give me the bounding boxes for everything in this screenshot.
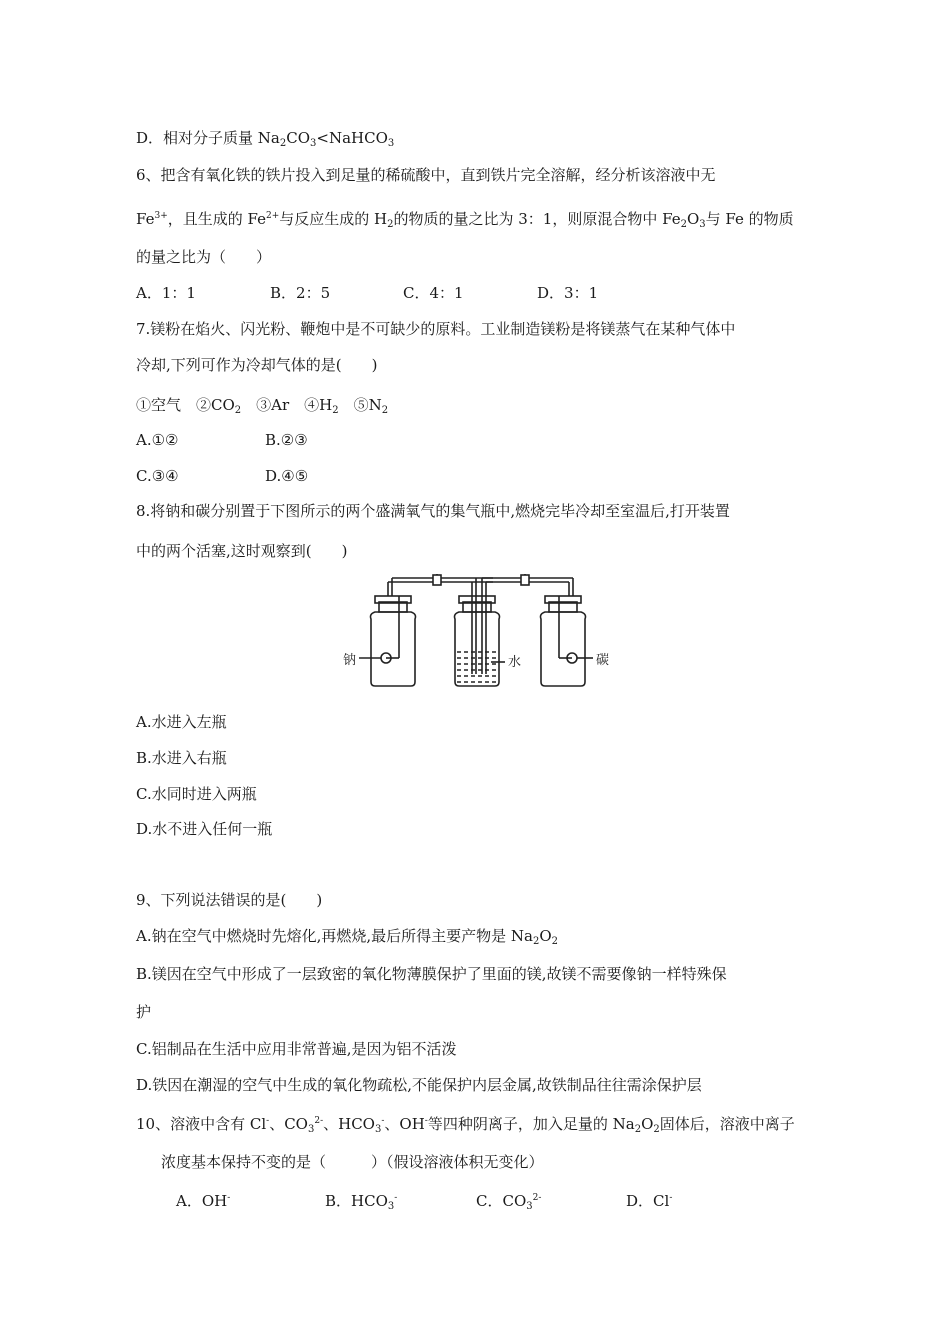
q8-option-b: B.水进入右瓶 <box>136 749 227 767</box>
q7-option-b: B.②③ <box>265 431 308 449</box>
q6-option-c: C．4：1 <box>403 284 464 302</box>
q7-option-d: D.④⑤ <box>265 467 309 485</box>
q6-option-a: A．1：1 <box>136 284 196 302</box>
q8-stem-line1: 8.将钠和碳分别置于下图所示的两个盛满氧气的集气瓶中,燃烧完毕冷却至室温后,打开装置 <box>136 502 730 520</box>
left-gas-jar <box>371 578 438 686</box>
q6-option-d: D．3：1 <box>537 284 599 302</box>
q10-option-c: C．$CO_3^{2-}$ <box>476 1192 542 1212</box>
q6-option-b: B．2：5 <box>270 284 331 302</box>
q10-stem-line2: 浓度基本保持不变的是（ ）（假设溶液体积无变化） <box>161 1153 544 1171</box>
q7-option-c: C.③④ <box>136 467 179 485</box>
q10-option-b: B．$HCO_3^-$ <box>325 1192 398 1212</box>
right-stopcock <box>482 574 573 585</box>
q8-stem-line2: 中的两个活塞,这时观察到( ) <box>136 542 348 560</box>
q7-option-a: A.①② <box>136 431 179 449</box>
left-stopcock <box>433 574 493 585</box>
right-gas-jar <box>541 578 594 686</box>
q5-option-d: D．相对分子质量 $Na_2CO_3<NaHCO_3$ <box>136 129 395 149</box>
q8-option-a: A.水进入左瓶 <box>136 713 227 731</box>
q9-option-d: D.铁因在潮湿的空气中生成的氧化物疏松,不能保护内层金属,故铁制品往往需涂保护层 <box>136 1076 702 1094</box>
middle-water-jar <box>455 578 506 686</box>
label-water: 水 <box>508 655 522 670</box>
q9-option-c: C.铝制品在生活中应用非常普遍,是因为铝不活泼 <box>136 1040 457 1058</box>
q10-option-a: A．OH- <box>176 1192 231 1210</box>
q6-stem-line2: $Fe^{3+}$，且生成的 $Fe^{2+}$与反应生成的 $H_2$的物质的量之比为 3：1，则原混合物中 $Fe_2O_3$与 Fe 的物质 <box>136 210 794 230</box>
q10-stem-line1: 10、溶液中含有 Cl-、$CO_3^{2-}$、$HCO_3^-$、OH-等四种阴离子，加入足量的 $Na_2O_2$固体后，溶液中离子 <box>136 1115 795 1135</box>
gas-jar-apparatus-diagram <box>333 574 623 692</box>
q9-stem: 9、下列说法错误的是( ) <box>136 891 323 909</box>
q9-option-a: A.钠在空气中燃烧时先熔化,再燃烧,最后所得主要产物是 $Na_2O_2$ <box>136 927 559 947</box>
q9-option-b-line1: B.镁因在空气中形成了一层致密的氧化物薄膜保护了里面的镁,故镁不需要像钠一样特殊保 <box>136 965 727 983</box>
label-carbon: 碳 <box>596 653 610 668</box>
q9-option-b-line2: 护 <box>136 1003 152 1021</box>
q8-option-c: C.水同时进入两瓶 <box>136 785 257 803</box>
label-sodium: 钠 <box>343 653 357 668</box>
q6-stem-line3: 的量之比为（ ） <box>136 248 272 266</box>
q7-stem-line1: 7.镁粉在焰火、闪光粉、鞭炮中是不可缺少的原料。工业制造镁粉是将镁蒸气在某种气体中 <box>136 320 736 338</box>
q10-option-d: D．Cl- <box>626 1192 673 1210</box>
q7-gas-list: ①空气 $②CO_2$ ③Ar $④H_2$ $⑤N_2$ <box>136 396 389 416</box>
q6-stem-line1: 6、把含有氧化铁的铁片投入到足量的稀硫酸中，直到铁片完全溶解，经分析该溶液中无 <box>136 166 716 184</box>
q8-option-d: D.水不进入任何一瓶 <box>136 820 273 838</box>
q7-stem-line2: 冷却,下列可作为冷却气体的是( ) <box>136 356 378 374</box>
